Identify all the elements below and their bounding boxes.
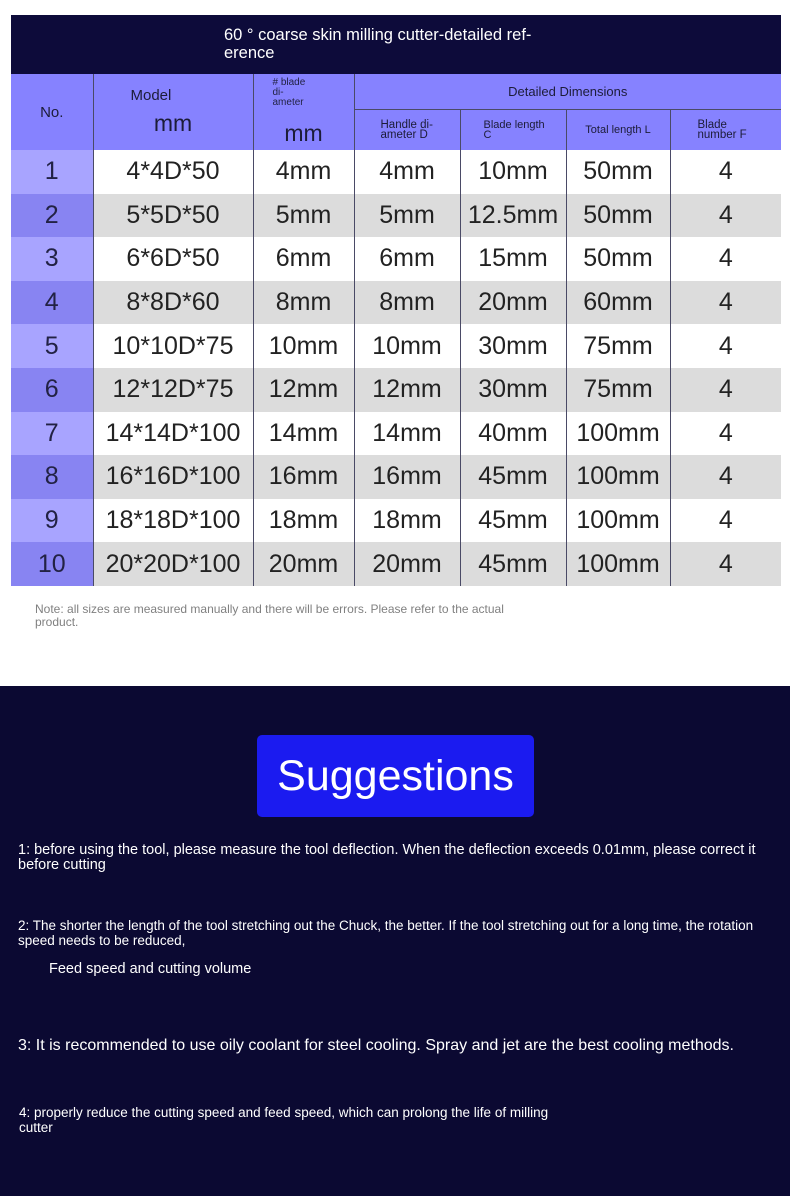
row-number-cell: 10 bbox=[11, 542, 93, 586]
total-length-cell: 60mm bbox=[566, 281, 670, 325]
table-row bbox=[11, 281, 781, 325]
blade-diameter-cell: 20mm bbox=[253, 542, 354, 586]
row-number-cell: 8 bbox=[11, 455, 93, 499]
suggestions-heading: Suggestions bbox=[257, 735, 534, 817]
header-detailed-dimensions: Detailed Dimensions bbox=[354, 74, 781, 109]
table-row bbox=[11, 368, 781, 412]
blade-number-cell: 4 bbox=[670, 542, 781, 586]
blade-diameter-cell: 12mm bbox=[253, 368, 354, 412]
model-cell: 20*20D*100 bbox=[93, 542, 253, 586]
blade-diameter-cell: 10mm bbox=[253, 324, 354, 368]
blade-number-cell: 4 bbox=[670, 455, 781, 499]
table-row bbox=[11, 542, 781, 586]
table-row bbox=[11, 194, 781, 238]
header-total-length-label: Total length L bbox=[585, 123, 651, 136]
handle-diameter-cell: 16mm bbox=[354, 455, 460, 499]
header-no: No. bbox=[11, 74, 93, 150]
table-row bbox=[11, 499, 781, 543]
blade-diameter-cell: 6mm bbox=[253, 237, 354, 281]
row-number-cell: 7 bbox=[11, 412, 93, 456]
header-model bbox=[93, 74, 253, 150]
handle-diameter-cell: 10mm bbox=[354, 324, 460, 368]
suggestion-3: 3: It is recommended to use oily coolant for steel cooling. Spray and jet are the best cooling methods. bbox=[18, 1037, 734, 1054]
blade-diameter-cell: 14mm bbox=[253, 412, 354, 456]
suggestion-2-continued: Feed speed and cutting volume bbox=[49, 961, 252, 977]
blade-length-cell: 15mm bbox=[460, 237, 566, 281]
row-number-cell: 6 bbox=[11, 368, 93, 412]
model-cell: 16*16D*100 bbox=[93, 455, 253, 499]
blade-number-cell: 4 bbox=[670, 150, 781, 194]
suggestion-2: 2: The shorter the length of the tool stretching out the Chuck, the better. If the tool stretching out for a long time, the rotation speed needs to be reduced, bbox=[18, 918, 754, 948]
model-cell: 8*8D*60 bbox=[93, 281, 253, 325]
total-length-cell: 75mm bbox=[566, 324, 670, 368]
blade-length-cell: 30mm bbox=[460, 368, 566, 412]
suggestion-4: 4: properly reduce the cutting speed and feed speed, which can prolong the life of milling cutter bbox=[19, 1105, 549, 1135]
spec-table-body bbox=[11, 150, 781, 586]
row-number-cell: 5 bbox=[11, 324, 93, 368]
table-row bbox=[11, 455, 781, 499]
model-cell: 4*4D*50 bbox=[93, 150, 253, 194]
blade-number-cell: 4 bbox=[670, 499, 781, 543]
header-handle-diameter-label: Handle di-ameter D bbox=[380, 118, 433, 141]
suggestions-section bbox=[0, 686, 790, 1196]
header-handle-diameter bbox=[354, 109, 460, 150]
title-bar bbox=[11, 15, 781, 74]
row-number-cell: 4 bbox=[11, 281, 93, 325]
handle-diameter-cell: 18mm bbox=[354, 499, 460, 543]
header-blade-length-label: Blade length C bbox=[483, 118, 545, 141]
total-length-cell: 75mm bbox=[566, 368, 670, 412]
blade-diameter-cell: 4mm bbox=[253, 150, 354, 194]
blade-number-cell: 4 bbox=[670, 281, 781, 325]
total-length-cell: 50mm bbox=[566, 194, 670, 238]
blade-length-cell: 40mm bbox=[460, 412, 566, 456]
row-number-cell: 1 bbox=[11, 150, 93, 194]
total-length-cell: 100mm bbox=[566, 499, 670, 543]
model-cell: 10*10D*75 bbox=[93, 324, 253, 368]
model-cell: 18*18D*100 bbox=[93, 499, 253, 543]
header-blade-number-label: Blade number F bbox=[697, 118, 747, 141]
table-row bbox=[11, 412, 781, 456]
header-model-unit: mm bbox=[153, 110, 193, 136]
total-length-cell: 50mm bbox=[566, 237, 670, 281]
suggestion-1: 1: before using the tool, please measure the tool deflection. When the deflection exceeds 0.01mm, please correct it before cutting bbox=[18, 842, 756, 873]
total-length-cell: 50mm bbox=[566, 150, 670, 194]
handle-diameter-cell: 4mm bbox=[354, 150, 460, 194]
row-number-cell: 2 bbox=[11, 194, 93, 238]
table-row bbox=[11, 324, 781, 368]
blade-number-cell: 4 bbox=[670, 194, 781, 238]
model-cell: 14*14D*100 bbox=[93, 412, 253, 456]
header-total-length bbox=[566, 109, 670, 150]
blade-length-cell: 45mm bbox=[460, 542, 566, 586]
blade-diameter-cell: 5mm bbox=[253, 194, 354, 238]
blade-length-cell: 45mm bbox=[460, 455, 566, 499]
blade-length-cell: 12.5mm bbox=[460, 194, 566, 238]
row-number-cell: 9 bbox=[11, 499, 93, 543]
blade-diameter-cell: 16mm bbox=[253, 455, 354, 499]
model-cell: 6*6D*50 bbox=[93, 237, 253, 281]
header-blade-diameter bbox=[253, 74, 354, 150]
handle-diameter-cell: 12mm bbox=[354, 368, 460, 412]
measurement-note: Note: all sizes are measured manually and there will be errors. Please refer to the actual product. bbox=[35, 602, 504, 629]
blade-length-cell: 45mm bbox=[460, 499, 566, 543]
table-row bbox=[11, 150, 781, 194]
blade-length-cell: 10mm bbox=[460, 150, 566, 194]
handle-diameter-cell: 6mm bbox=[354, 237, 460, 281]
blade-diameter-cell: 18mm bbox=[253, 499, 354, 543]
table-row bbox=[11, 237, 781, 281]
row-number-cell: 3 bbox=[11, 237, 93, 281]
handle-diameter-cell: 5mm bbox=[354, 194, 460, 238]
blade-number-cell: 4 bbox=[670, 412, 781, 456]
handle-diameter-cell: 20mm bbox=[354, 542, 460, 586]
model-cell: 5*5D*50 bbox=[93, 194, 253, 238]
blade-number-cell: 4 bbox=[670, 368, 781, 412]
spec-table bbox=[11, 74, 781, 586]
blade-length-cell: 30mm bbox=[460, 324, 566, 368]
model-cell: 12*12D*75 bbox=[93, 368, 253, 412]
header-blade-number bbox=[670, 109, 781, 150]
handle-diameter-cell: 8mm bbox=[354, 281, 460, 325]
blade-diameter-cell: 8mm bbox=[253, 281, 354, 325]
header-blade-diameter-label: # blade di-ameter bbox=[272, 76, 306, 108]
blade-number-cell: 4 bbox=[670, 324, 781, 368]
total-length-cell: 100mm bbox=[566, 455, 670, 499]
total-length-cell: 100mm bbox=[566, 542, 670, 586]
handle-diameter-cell: 14mm bbox=[354, 412, 460, 456]
header-blade-length bbox=[460, 109, 566, 150]
total-length-cell: 100mm bbox=[566, 412, 670, 456]
blade-length-cell: 20mm bbox=[460, 281, 566, 325]
blade-number-cell: 4 bbox=[670, 237, 781, 281]
header-model-label: Model bbox=[130, 87, 172, 104]
header-blade-diameter-unit: mm bbox=[284, 119, 323, 146]
page-title: 60 ° coarse skin milling cutter-detailed ref-erence bbox=[224, 26, 532, 62]
